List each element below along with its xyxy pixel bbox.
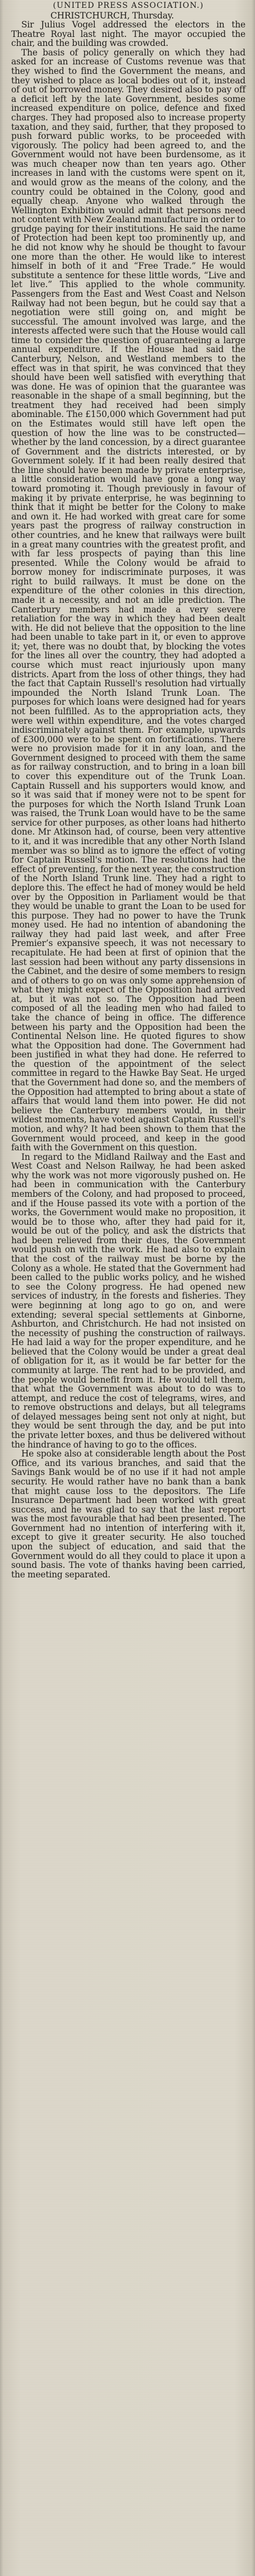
page-edge-shadow-left <box>0 0 3 2576</box>
article-paragraph-2: The basis of policy generally on which they had asked for an increase of Customs revenue was that they wished to find the Government the means, and they wished to place as local bodies out of it, instead of out of borrowed money. They desired also to pay off a deficit left by the late Government, besides some increased expenditure on police, defence and fixed charges. They had proposed also to increase property taxation, and they said, further, that they proposed to push forward public works, to be proceeded with vigorously. The policy had been agreed to, and the Government would not have been burdensome, as it was much cheaper now than ten years ago. Other increases in land with the customs were spent on it, and would grow as the means of the colony, and the country could be obtained in the Colony, good and equally cheap. Anyone who walked through the Wellington Exhibition would admit that persons need not content with New Zealand manufacture in order to grudge paying for their institutions. He said the name of Protection had been kept too prominently up, and he did not know why he should be thought to favour one more than the other. He would like to interest himself in both of it and “Free Trade.” He would substitute a sentence for these little words, “Live and let live.” This applied to the whole community. Passengers from the East and West Coast and Nelson Railway had not been begun, but he could say that a negotiation were still going on, and might be successful. The amount involved was large, and the interests affected were such that the House would call time to consider the question of guaranteeing a large annual expenditure. If the House had said the Canterbury, Nelson, and Westland members to the effect was in that spirit, he was convinced that they should have been well satisfied with everything that was done. He was of opinion that the guarantee was reasonable in the shape of a small beginning, but the treatment they had received had been simply abominable. The £150,000 which Government had put on the Estimates would still have left open the question of how the line was to be constructed—whether by the land concession, by a direct guarantee of Government and the districts interested, or by Government solely. If it had been really desired that the line should have been made by private enterprise, a little consideration would have gone a long way toward promoting it. Though previously in favour of making it by private enterprise, he was beginning to think that it might be better for the Colony to make and own it. He had worked with great care for some years past the progress of railway construction in other countries, and he knew that railways were built in a great many countries with the greatest profit, and with far less prospects of paying than this line presented. While the Colony would be afraid to borrow money for indiscriminate purposes, it was right to build railways. It must be done on the expenditure of the other colonies in this direction, made it a necessity, and not an idle prediction. The Canterbury members had made a very severe retaliation for the way in which they had been dealt with. He did not believe that the opposition to the line had been unable to take part in it, or even to approve it; yet, there was no doubt that, by blocking the votes for the lines all over the country, they had adopted a course which must react injuriously upon many districts. Apart from the loss of other things, they had the fact that Captain Russell's resolution had virtually impounded the North Island Trunk Loan. The purposes for which loans were designed had for years not been fulfilled. As to the appropriation acts, they were well within expenditure, and the votes charged indiscriminately against them. For example, upwards of £300,000 were to be spent on fortifications. There were no provision made for it in any loan, and the Government designed to proceed with them the same as for railway construction, and to bring in a loan bill to cover this expenditure out of the Trunk Loan. Captain Russell and his supporters would know, and so it was said that if money were not to be spent for the purposes for which the North Island Trunk Loan was raised, the Trunk Loan would have to be the same service for other purposes, as other loans had hitherto done. Mr Atkinson had, of course, been very attentive to it, and it was incredible that any other North Island member was so blind as to ignore the effect of voting for Captain Russell's motion. The resolutions had the effect of preventing, for the next year, the construction of the North Island Trunk line. They had a right to deplore this. The effect he had of money would be held over by the Opposition in Parliament would be that they would be unable to grant the Loan to be used for this purpose. They had no power to have the Trunk money used. He had no intention of abandoning the railway they had paid last week, and after Free Premier’s expansive speech, it was not necessary to recapitulate. He had been at first of opinion that the last session had been without any party dissensions in the Cabinet, and the desire of some members to resign and of others to go on was only some apprehension of what they might expect of the Opposition had arrived at, but it was not so. The Opposition had been composed of all the leading men who had failed to take the chance of being in office. The difference between his party and the Opposition had been the Continental Nelson line. He quoted figures to show what the Opposition had done. The Government had been justified in what they had done. He referred to the question of the appointment of the select committee in regard to the Hawke Bay Seat. He urged that the Government had done so, and the members of the Opposition had attempted to bring about a state of affairs that would land them into power. He did not believe the Canterbury members would, in their wildest moments, have voted against Captain Russell's motion, and why? It had been shown to them that the Government would proceed, and keep in the good faith with the Government on this question. <box>11 47 245 1153</box>
article-paragraph-1: Sir Julius Vogel addressed the electors in the Theatre Royal last night. The mayor occupied the chair, and the building was crowded. <box>11 20 245 49</box>
dateline: CHRISTCHURCH, Thursday. <box>50 10 174 21</box>
article-paragraph-3: In regard to the Midland Railway and the East and West Coast and Nelson Railway, he had been asked why the work was not more vigorously pushed on. He had been in communication with the Canterbury members of the Colony, and had proposed to proceed, and if the House passed its vote with a portion of the works, the Government would make no proposition, it would be to those who, after they had paid for it, would be out of the policy, and ask the districts that had been relieved from their dues, the Government would push on with the work. He had also to explain that the cost of the railway must be borne by the Colony as a whole. He stated that the Government had been called to the public works policy, and he wished to see the Colony progress. He had opened new services of industry, in the forests and fisheries. They were beginning at long ago to go on, and were extending; several special settlements at Ginborne, Ashburton, and Christchurch. He had not insisted on the necessity of pushing the construction of railways. He had laid a way for the proper expenditure, and he believed that the Colony would be under a great deal of obligation for it, as it would be far better for the community at large. The rent had to be provided, and the people would benefit from it. He would tell them, that what the Government was about to do was to attempt, and reduce the cost of telegrams, wires, and to remove obstructions and delays, but all telegrams of delayed messages being sent not only at night, but they would be sent through the day, and be put into the private letter boxes, and thus be delivered without the hindrance of having to go to the offices. <box>11 1151 245 1450</box>
article-column <box>11 1 245 1579</box>
article-paragraph-4: He spoke also at considerable length about the Post Office, and its various branches, and said that the Savings Bank would be of no use if it had not ample security. He would rather have no bank than a bank that might cause loss to the depositors. The Life Insurance Department had been worked with great success, and he was glad to say that the last report was the most favourable that had been presented. The Government had no intention of interfering with it, except to give it greater security. He also touched upon the subject of education, and said that the Government would do all they could to place it upon a sound basis. The vote of thanks having been carried, the meeting separated. <box>11 1449 245 1580</box>
agency-heading: (UNITED PRESS ASSOCIATION.) <box>53 1 204 10</box>
page-edge-shadow-right <box>252 0 255 2576</box>
